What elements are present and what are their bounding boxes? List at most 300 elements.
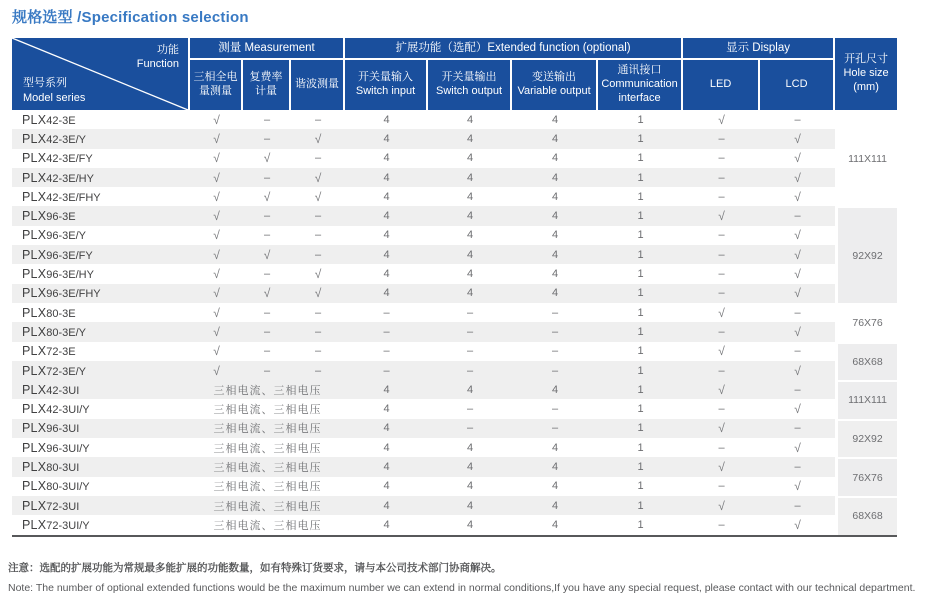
display-cell: √ <box>794 228 801 243</box>
model-prefix: PLX <box>22 209 47 224</box>
extended-cell: 4 <box>551 152 559 165</box>
model-cell <box>12 110 190 129</box>
table-row <box>12 380 897 399</box>
extended-cell: 4 <box>383 480 390 493</box>
extended-cell: – <box>345 361 428 380</box>
extended-cell: 4 <box>512 129 598 148</box>
spec-table <box>12 38 897 535</box>
extended-cell: – <box>466 306 474 319</box>
measurement-cell: √ <box>190 284 243 303</box>
measurement-cell: √ <box>291 168 345 187</box>
display-cell: – <box>718 480 725 493</box>
model-cell <box>12 206 190 225</box>
col-header-led: LED <box>683 60 760 110</box>
note-english: Note: The number of optional extended functions would be the maximum number we can extend in normal conditions,If you have any special request, please contact with our technical department. <box>8 582 916 594</box>
extended-cell: – <box>428 322 512 341</box>
display-cell: – <box>683 322 760 341</box>
table-row <box>12 168 897 187</box>
display-cell: – <box>718 152 725 165</box>
model-prefix: PLX <box>22 344 47 359</box>
table-row <box>12 284 897 303</box>
measurement-cell: √ <box>263 189 271 204</box>
extended-cell: 4 <box>345 168 428 187</box>
model-prefix: PLX <box>22 517 47 532</box>
extended-cell: 4 <box>466 268 474 281</box>
measurement-cell: √ <box>213 344 220 359</box>
extended-cell: 4 <box>551 518 559 531</box>
measurement-merged-cell: 三相电流、三相电压 <box>213 404 322 417</box>
extended-cell: 1 <box>637 152 644 165</box>
spec-table-body <box>12 110 897 535</box>
measurement-cell: √ <box>314 267 322 282</box>
model-suffix: 96-3E/FY <box>46 249 93 262</box>
display-cell: √ <box>760 284 835 303</box>
model-prefix: PLX <box>22 440 47 455</box>
hole-size-cell: 111X111 <box>835 110 897 206</box>
extended-cell: 4 <box>345 245 428 264</box>
extended-cell: 4 <box>383 518 390 531</box>
extended-cell: 4 <box>345 380 428 399</box>
group-header-measurement: 测量 Measurement <box>190 38 345 60</box>
model-cell <box>12 168 190 187</box>
model-prefix: PLX <box>22 228 47 243</box>
measurement-merged-cell: 三相电流、三相电压 <box>213 519 322 532</box>
display-cell: – <box>794 113 801 126</box>
model-suffix: 96-3E/HY <box>46 269 94 282</box>
display-cell: √ <box>683 380 760 399</box>
extended-cell: 4 <box>466 229 474 242</box>
model-prefix: PLX <box>22 267 47 282</box>
extended-cell: 4 <box>466 441 474 454</box>
extended-cell: 4 <box>428 284 512 303</box>
extended-cell: 4 <box>428 129 512 148</box>
display-cell: – <box>683 129 760 148</box>
extended-cell: 1 <box>637 268 644 281</box>
model-cell <box>12 322 190 341</box>
col-header-variable-output: 变送输出 Variable output <box>512 60 598 110</box>
extended-cell: 4 <box>345 206 428 225</box>
extended-cell: 1 <box>598 245 683 264</box>
extended-cell: 1 <box>637 345 644 358</box>
model-suffix: 96-3E/FHY <box>46 288 101 301</box>
extended-cell: – <box>345 322 428 341</box>
model-suffix: 42-3E/HY <box>46 172 94 185</box>
col-header-communication: 通讯接口 Communication interface <box>598 60 683 110</box>
display-cell: – <box>718 229 725 242</box>
measurement-cell: – <box>291 206 345 225</box>
extended-cell: 4 <box>551 480 559 493</box>
display-cell: – <box>760 496 835 515</box>
extended-cell: – <box>551 403 559 416</box>
measurement-cell: √ <box>314 189 322 204</box>
extended-cell: 1 <box>637 403 644 416</box>
display-cell: – <box>683 361 760 380</box>
extended-cell: 4 <box>466 152 474 165</box>
extended-cell: 4 <box>551 441 559 454</box>
display-cell: – <box>760 380 835 399</box>
measurement-cell: – <box>291 322 345 341</box>
extended-cell: 4 <box>428 457 512 476</box>
extended-cell: – <box>466 345 474 358</box>
model-cell <box>12 380 190 399</box>
extended-cell: 4 <box>551 190 559 203</box>
model-prefix: PLX <box>22 170 47 185</box>
extended-cell: 4 <box>428 496 512 515</box>
measurement-cell: – <box>243 206 291 225</box>
table-row <box>12 515 897 534</box>
group-header-extended: 扩展功能（选配）Extended function (optional) <box>345 38 683 60</box>
table-row <box>12 361 897 380</box>
extended-cell: 1 <box>598 129 683 148</box>
extended-cell: – <box>428 361 512 380</box>
col-header-lcd: LCD <box>760 60 835 110</box>
group-header-display: 显示 Display <box>683 38 835 60</box>
measurement-cell: – <box>243 168 291 187</box>
col-header-multi-rate: 复费率 计量 <box>243 60 291 110</box>
measurement-cell: – <box>314 306 322 319</box>
model-prefix: PLX <box>22 363 47 378</box>
extended-cell: – <box>383 345 390 358</box>
table-row <box>12 110 897 129</box>
extended-cell: 4 <box>466 190 474 203</box>
display-cell: – <box>718 403 725 416</box>
measurement-cell: – <box>263 306 271 319</box>
model-suffix: 42-3E/FY <box>46 153 93 166</box>
measurement-cell: √ <box>190 245 243 264</box>
table-row <box>12 496 897 515</box>
extended-cell: 4 <box>428 206 512 225</box>
display-cell: √ <box>683 419 760 438</box>
display-cell: – <box>683 245 760 264</box>
display-cell: – <box>718 190 725 203</box>
table-row <box>12 303 897 322</box>
extended-cell: 4 <box>551 268 559 281</box>
model-prefix: PLX <box>22 247 47 262</box>
table-row <box>12 129 897 148</box>
model-cell <box>12 515 190 534</box>
measurement-cell: – <box>263 113 271 126</box>
display-cell: √ <box>718 344 725 359</box>
header-group-row <box>12 38 897 60</box>
model-prefix: PLX <box>22 286 47 301</box>
extended-cell: 4 <box>383 441 390 454</box>
table-row <box>12 419 897 438</box>
hole-size-cell: 92X92 <box>835 419 897 458</box>
extended-cell: 4 <box>383 113 390 126</box>
display-cell: √ <box>794 151 801 166</box>
measurement-cell: √ <box>213 228 220 243</box>
extended-cell: – <box>383 306 390 319</box>
model-suffix: 72-3E/Y <box>46 365 86 378</box>
table-row <box>12 322 897 341</box>
display-cell: √ <box>760 322 835 341</box>
display-cell: √ <box>718 305 725 320</box>
display-cell: √ <box>683 206 760 225</box>
display-cell: √ <box>760 129 835 148</box>
measurement-cell: – <box>263 229 271 242</box>
model-prefix: PLX <box>22 305 47 320</box>
table-row <box>12 438 897 457</box>
model-prefix: PLX <box>22 382 47 397</box>
extended-cell: 1 <box>598 361 683 380</box>
extended-cell: 1 <box>598 206 683 225</box>
measurement-cell: – <box>243 129 291 148</box>
measurement-cell: √ <box>291 129 345 148</box>
table-row <box>12 342 897 361</box>
table-row <box>12 399 897 418</box>
extended-cell: 4 <box>512 245 598 264</box>
measurement-merged-cell: 三相电流、三相电压 <box>190 457 345 476</box>
model-cell <box>12 129 190 148</box>
measurement-cell: – <box>314 152 322 165</box>
table-row <box>12 206 897 225</box>
measurement-merged-cell: 三相电流、三相电压 <box>190 419 345 438</box>
extended-cell: 4 <box>466 480 474 493</box>
measurement-cell: √ <box>190 322 243 341</box>
hole-size-cell: 76X76 <box>835 457 897 496</box>
display-cell: – <box>794 306 801 319</box>
extended-cell: – <box>551 345 559 358</box>
extended-cell: 1 <box>598 322 683 341</box>
extended-cell: 4 <box>345 129 428 148</box>
table-row <box>12 226 897 245</box>
display-cell: – <box>718 518 725 531</box>
model-suffix: 42-3E/Y <box>46 133 86 146</box>
extended-cell: 4 <box>512 168 598 187</box>
measurement-cell: √ <box>213 267 220 282</box>
extended-cell: 4 <box>428 245 512 264</box>
model-suffix: 72-3UI <box>46 500 80 513</box>
display-cell: √ <box>760 245 835 264</box>
extended-cell: 1 <box>598 284 683 303</box>
hole-size-cell: 92X92 <box>835 206 897 302</box>
model-cell <box>12 187 190 206</box>
measurement-cell: – <box>263 268 271 281</box>
extended-cell: 4 <box>466 113 474 126</box>
model-prefix: PLX <box>22 131 47 146</box>
display-cell: √ <box>794 267 801 282</box>
display-cell: √ <box>794 189 801 204</box>
model-cell <box>12 264 190 283</box>
extended-cell: 4 <box>428 380 512 399</box>
measurement-cell: √ <box>213 112 220 127</box>
extended-cell: 4 <box>345 284 428 303</box>
table-row <box>12 457 897 476</box>
table-row <box>12 264 897 283</box>
display-cell: √ <box>760 168 835 187</box>
extended-cell: 4 <box>383 190 390 203</box>
model-cell <box>12 496 190 515</box>
measurement-cell: √ <box>213 305 220 320</box>
model-suffix: 42-3UI/Y <box>46 404 90 417</box>
extended-cell: – <box>466 403 474 416</box>
note-chinese: 注意：选配的扩展功能为常规最多能扩展的功能数量，如有特殊订货要求，请与本公司技术部门协商解决。 <box>8 562 502 574</box>
extended-cell: – <box>512 419 598 438</box>
model-prefix: PLX <box>22 459 47 474</box>
measurement-merged-cell: 三相电流、三相电压 <box>213 442 322 455</box>
model-suffix: 80-3UI/Y <box>46 481 90 494</box>
measurement-cell: – <box>243 361 291 380</box>
measurement-cell: √ <box>263 151 271 166</box>
model-suffix: 96-3E/Y <box>46 230 86 243</box>
extended-cell: 1 <box>637 190 644 203</box>
model-cell <box>12 477 190 496</box>
extended-cell: 4 <box>428 168 512 187</box>
extended-cell: 4 <box>512 284 598 303</box>
extended-cell: 1 <box>598 457 683 476</box>
table-row <box>12 187 897 206</box>
measurement-merged-cell: 三相电流、三相电压 <box>213 481 322 494</box>
display-cell: – <box>794 345 801 358</box>
col-header-harmonic: 谐波测量 <box>291 60 345 110</box>
model-cell <box>12 419 190 438</box>
hole-size-cell: 111X111 <box>835 380 897 419</box>
model-prefix: PLX <box>22 324 47 339</box>
extended-cell: 1 <box>598 168 683 187</box>
measurement-cell: – <box>291 361 345 380</box>
extended-cell: – <box>512 361 598 380</box>
display-cell: √ <box>794 440 801 455</box>
hole-size-header: 开孔尺寸 Hole size (mm) <box>835 38 897 110</box>
extended-cell: 1 <box>637 229 644 242</box>
model-prefix: PLX <box>22 189 47 204</box>
spec-table-wrap <box>12 38 897 537</box>
model-cell <box>12 303 190 322</box>
model-cell <box>12 399 190 418</box>
measurement-cell: √ <box>291 284 345 303</box>
model-prefix: PLX <box>22 479 47 494</box>
model-cell <box>12 245 190 264</box>
model-suffix: 80-3E/Y <box>46 326 86 339</box>
measurement-cell: – <box>243 322 291 341</box>
extended-cell: – <box>551 306 559 319</box>
model-cell <box>12 342 190 361</box>
measurement-cell: – <box>314 113 322 126</box>
extended-cell: 1 <box>598 380 683 399</box>
measurement-cell: √ <box>213 189 220 204</box>
measurement-merged-cell: 三相电流、三相电压 <box>190 496 345 515</box>
model-suffix: 42-3UI <box>46 384 80 397</box>
display-cell: – <box>760 206 835 225</box>
extended-cell: 1 <box>637 306 644 319</box>
display-cell: √ <box>683 457 760 476</box>
model-suffix: 96-3UI <box>46 423 80 436</box>
model-suffix: 80-3UI <box>46 461 80 474</box>
extended-cell: 4 <box>512 457 598 476</box>
display-cell: – <box>760 419 835 438</box>
col-header-three-phase-energy: 三相全电 量测量 <box>190 60 243 110</box>
display-cell: √ <box>718 112 725 127</box>
measurement-cell: – <box>314 345 322 358</box>
table-row <box>12 477 897 496</box>
measurement-merged-cell: 三相电流、三相电压 <box>190 380 345 399</box>
extended-cell: – <box>428 419 512 438</box>
display-cell: – <box>718 268 725 281</box>
extended-cell: 1 <box>637 441 644 454</box>
extended-cell: 1 <box>637 113 644 126</box>
model-prefix: PLX <box>22 421 47 436</box>
display-cell: √ <box>683 496 760 515</box>
model-suffix: 96-3UI/Y <box>46 442 90 455</box>
extended-cell: 1 <box>598 496 683 515</box>
display-cell: √ <box>760 361 835 380</box>
model-cell <box>12 226 190 245</box>
extended-cell: 4 <box>345 457 428 476</box>
extended-cell: 4 <box>512 206 598 225</box>
model-cell <box>12 284 190 303</box>
measurement-cell: – <box>291 245 345 264</box>
measurement-cell: √ <box>190 206 243 225</box>
extended-cell: 4 <box>512 496 598 515</box>
measurement-cell: √ <box>243 284 291 303</box>
display-cell: – <box>683 284 760 303</box>
model-prefix: PLX <box>22 112 47 127</box>
model-suffix: 96-3E <box>46 211 76 224</box>
extended-cell: 4 <box>551 113 559 126</box>
display-cell: √ <box>794 479 801 494</box>
model-suffix: 42-3E <box>46 114 76 127</box>
measurement-cell: √ <box>190 361 243 380</box>
display-cell: √ <box>794 517 801 532</box>
extended-cell: 4 <box>383 229 390 242</box>
page-title: 规格选型 /Specification selection <box>12 9 249 26</box>
extended-cell: 1 <box>637 518 644 531</box>
hole-size-cell: 76X76 <box>835 303 897 342</box>
measurement-cell: √ <box>190 168 243 187</box>
col-header-switch-output: 开关量输出 Switch output <box>428 60 512 110</box>
measurement-cell: – <box>263 345 271 358</box>
corner-model-label: 型号系列 Model series <box>23 77 86 104</box>
measurement-cell: √ <box>213 151 220 166</box>
extended-cell: 4 <box>512 380 598 399</box>
display-cell: – <box>760 457 835 476</box>
model-cell <box>12 361 190 380</box>
measurement-cell: – <box>314 229 322 242</box>
table-row <box>12 245 897 264</box>
extended-cell: 4 <box>345 496 428 515</box>
measurement-cell: √ <box>243 245 291 264</box>
extended-cell: 4 <box>466 518 474 531</box>
hole-size-cell: 68X68 <box>835 342 897 381</box>
display-cell: – <box>683 168 760 187</box>
display-cell: √ <box>794 402 801 417</box>
extended-cell: 1 <box>637 480 644 493</box>
model-suffix: 42-3E/FHY <box>46 191 101 204</box>
model-suffix: 80-3E <box>46 307 76 320</box>
model-suffix: 72-3E <box>46 346 76 359</box>
extended-cell: – <box>512 322 598 341</box>
corner-header-cell <box>12 38 190 110</box>
model-prefix: PLX <box>22 402 47 417</box>
model-prefix: PLX <box>22 498 47 513</box>
measurement-cell: √ <box>190 129 243 148</box>
extended-cell: 4 <box>383 152 390 165</box>
corner-function-label: 功能 Function <box>136 44 179 71</box>
display-cell: – <box>718 441 725 454</box>
col-header-switch-input: 开关量输入 Switch input <box>345 60 428 110</box>
hole-size-cell: 68X68 <box>835 496 897 535</box>
extended-cell: 1 <box>598 419 683 438</box>
extended-cell: 4 <box>551 229 559 242</box>
model-suffix: 72-3UI/Y <box>46 519 90 532</box>
table-row <box>12 149 897 168</box>
model-prefix: PLX <box>22 151 47 166</box>
extended-cell: 4 <box>345 419 428 438</box>
model-cell <box>12 438 190 457</box>
extended-cell: 4 <box>383 268 390 281</box>
model-cell <box>12 149 190 168</box>
model-cell <box>12 457 190 476</box>
